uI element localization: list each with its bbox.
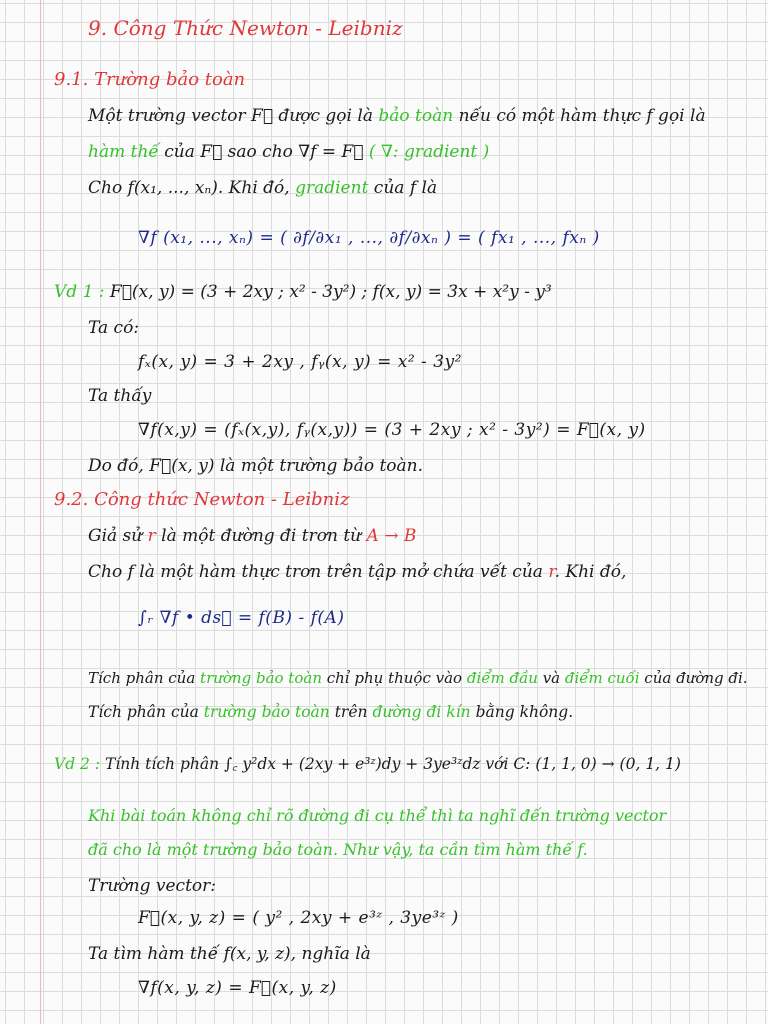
conclusion-line: Do đó, F⃗(x, y) là một trường bảo toàn. xyxy=(88,456,424,476)
section-heading-9-2: 9.2. Công thức Newton - Leibniz xyxy=(54,489,350,510)
section-heading-9-1: 9.1. Trường bảo toàn xyxy=(54,69,246,90)
text: chỉ phụ thuộc vào xyxy=(321,669,467,687)
text: Tích phân của xyxy=(88,703,204,721)
text: là một đường đi trơn từ xyxy=(155,526,367,546)
page-title: 9. Công Thức Newton - Leibniz xyxy=(88,16,403,40)
text: Một trường vector F⃗ được gọi là xyxy=(88,106,379,126)
text: nếu có một hàm thực f gọi là xyxy=(453,106,706,126)
text: Giả sử xyxy=(88,526,148,546)
path-endpoints: A → B xyxy=(366,526,417,546)
text: và xyxy=(537,669,565,687)
text-line: Ta có: xyxy=(88,318,140,338)
margin-line xyxy=(40,0,41,1024)
green-note-line-1: Khi bài toán không chỉ rõ đường đi cụ thể thì ta nghĩ đến trường vector xyxy=(88,806,667,825)
example-2-statement: Tính tích phân ∫꜀ y²dx + (2xy + e³ᶻ)dy + 3ye³ᶻdz với C: (1, 1, 0) → (0, 1, 1) xyxy=(100,755,681,773)
remark-line-1 xyxy=(88,666,748,690)
highlight: điểm cuối xyxy=(564,669,640,687)
theorem-line-1 xyxy=(88,524,416,548)
example-1-label: Vd 1 : xyxy=(54,282,105,302)
gradient-formula: ∇f (x₁, ..., xₙ) = ( ∂f/∂x₁ , ..., ∂f/∂xₙ ) = ( fx₁ , ..., fxₙ ) xyxy=(138,228,600,248)
text: trên xyxy=(329,703,373,721)
path-r: r xyxy=(548,562,555,582)
example-2-line xyxy=(54,752,681,776)
text: . Khi đó, xyxy=(554,562,627,582)
text-line: Ta thấy xyxy=(88,386,152,406)
gradient-equation: ∇f(x, y, z) = F⃗(x, y, z) xyxy=(138,978,337,998)
text: của đường đi. xyxy=(639,669,748,687)
highlight-conservative: bảo toàn xyxy=(378,106,454,126)
theorem-line-2 xyxy=(88,560,626,584)
green-note-line-2: đã cho là một trường bảo toàn. Như vậy, ta cần tìm hàm thế f. xyxy=(88,840,588,859)
highlight: đường đi kín xyxy=(372,703,471,721)
text: Tích phân của xyxy=(88,669,201,687)
highlight-potential: hàm thế xyxy=(88,142,159,162)
partial-derivatives: fₓ(x, y) = 3 + 2xy , fᵧ(x, y) = x² - 3y² xyxy=(138,352,462,372)
text: của F⃗ sao cho ∇f = F⃗ xyxy=(158,142,369,162)
highlight: điểm đầu xyxy=(466,669,538,687)
highlight: trường bảo toàn xyxy=(200,669,322,687)
vector-field-formula: F⃗(x, y, z) = ( y² , 2xy + e³ᶻ , 3ye³ᶻ ) xyxy=(138,908,459,928)
highlight-gradient: gradient xyxy=(295,178,369,198)
text: Cho f(x₁, ..., xₙ). Khi đó, xyxy=(88,178,296,198)
definition-line-1 xyxy=(88,104,706,128)
example-2-label: Vd 2 : xyxy=(54,755,101,773)
text-line: Trường vector: xyxy=(88,876,216,896)
text: bằng không. xyxy=(470,703,574,721)
example-1-line xyxy=(54,280,552,304)
text: Cho f là một hàm thực trơn trên tập mở chứa vết của xyxy=(88,562,549,582)
definition-line-2 xyxy=(88,140,489,164)
highlight-gradient-note: ( ∇: gradient ) xyxy=(368,142,490,162)
path-r: r xyxy=(147,526,156,546)
definition-line-3 xyxy=(88,176,437,200)
text: của f là xyxy=(368,178,438,198)
highlight: trường bảo toàn xyxy=(203,703,330,721)
remark-line-2 xyxy=(88,700,573,724)
example-1-statement: F⃗(x, y) = (3 + 2xy ; x² - 3y²) ; f(x, y) = 3x + x²y - y³ xyxy=(104,282,552,302)
gradient-check: ∇f(x,y) = (fₓ(x,y), fᵧ(x,y)) = (3 + 2xy ; x² - 3y²) = F⃗(x, y) xyxy=(138,420,646,440)
text-line: Ta tìm hàm thế f(x, y, z), nghĩa là xyxy=(88,944,371,964)
newton-leibniz-formula: ∫ᵣ ∇f • ds⃗ = f(B) - f(A) xyxy=(138,608,345,628)
